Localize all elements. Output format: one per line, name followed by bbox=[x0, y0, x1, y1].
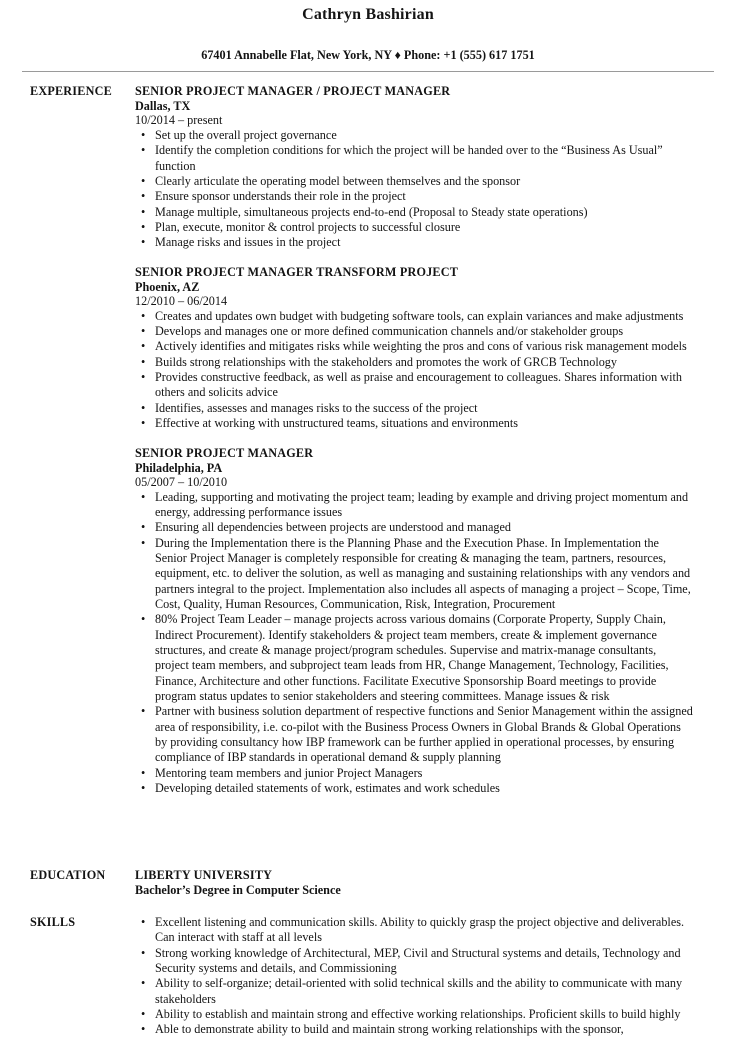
job-location: Dallas, TX bbox=[135, 99, 191, 113]
contact-line: 67401 Annabelle Flat, New York, NY ♦ Phone: +1 (555) 617 1751 bbox=[201, 48, 535, 62]
skills-list bbox=[135, 915, 695, 1038]
school-name: LIBERTY UNIVERSITY bbox=[135, 868, 273, 882]
bullet-item: • Actively identifies and mitigates risks while weighting the pros and cons of various risk management models bbox=[135, 339, 693, 354]
job-location: Philadelphia, PA bbox=[135, 460, 223, 475]
skill-item: • Ability to establish and maintain strong and effective working relationships. Proficient skills to build highly bbox=[135, 1007, 693, 1022]
skill-item: • Strong working knowledge of Architectural, MEP, Civil and Structural systems and details, Technology and Security systems and details, and Commissioning bbox=[135, 946, 693, 977]
bullet-item: • Manage multiple, simultaneous projects end-to-end (Proposal to Steady state operations) bbox=[135, 205, 693, 220]
bullet-item: • Mentoring team members and junior Project Managers bbox=[135, 766, 693, 781]
skill-item: • Excellent listening and communication skills. Ability to quickly grasp the project objective and deliverables. Can interact with staff at all levels bbox=[135, 915, 693, 946]
job-entry bbox=[135, 84, 695, 251]
skills-bullet-list bbox=[135, 915, 695, 1038]
bullet-item: • Plan, execute, monitor & control projects to successful closure bbox=[135, 220, 693, 235]
bullet-item: • During the Implementation there is the Planning Phase and the Execution Phase. In Implementation the Senior Project Manager is completely responsible for creating & managing the team, partners, resources, equipment, etc. to deliver the solution, as well as managing and sustaining relationships with any vendors and partners integral to the project. Implementation also includes all aspects of managing a project – Scope, Time, Cost, Quality, Human Resources, Communication, Risk, Integration, Procurement bbox=[135, 536, 693, 613]
job-entry bbox=[135, 265, 695, 432]
section-label-experience: EXPERIENCE bbox=[30, 84, 112, 98]
skill-item: • Able to demonstrate ability to build and maintain strong working relationships with the sponsor, bbox=[135, 1022, 693, 1037]
skill-item: • Ability to self-organize; detail-oriented with solid technical skills and the ability to communicate with many stakeholders bbox=[135, 976, 693, 1007]
bullet-item: • Develops and manages one or more defined communication channels and/or stakeholder groups bbox=[135, 324, 693, 339]
bullet-item: • Creates and updates own budget with budgeting software tools, can explain variances and make adjustments bbox=[135, 309, 693, 324]
bullet-item: • Ensure sponsor understands their role in the project bbox=[135, 189, 693, 204]
job-title: SENIOR PROJECT MANAGER bbox=[135, 445, 314, 460]
bullet-item: • Developing detailed statements of work, estimates and work schedules bbox=[135, 781, 693, 796]
job-entry bbox=[135, 446, 695, 797]
section-label-education: EDUCATION bbox=[30, 868, 106, 882]
bullet-item: • Leading, supporting and motivating the project team; leading by example and driving project momentum and energy, addressing performance issues bbox=[135, 490, 693, 521]
header-divider bbox=[22, 71, 714, 72]
bullet-item: • Set up the overall project governance bbox=[135, 128, 693, 143]
bullet-item: • Clearly articulate the operating model between themselves and the sponsor bbox=[135, 174, 693, 189]
job-bullet-list bbox=[135, 490, 695, 797]
job-bullet-list bbox=[135, 309, 695, 432]
bullet-item: • Provides constructive feedback, as well as praise and encouragement to colleagues. Shares information with others and solicits advice bbox=[135, 370, 693, 401]
bullet-item: • 80% Project Team Leader – manage projects across various domains (Corporate Property, Supply Chain, Indirect Procurement). Identify stakeholders & project team members, create & implement governance structures, and create & manage project/program schedules. Supervise and matrix-manage consultants, project team members, and subproject team leads from HR, Change Management, Technology, Facilities, Finance, Architecture and other functions. Facilitate Executive Sponsorship Board meetings to provide program status updates to senior stakeholders and steering committees. Manage issues & risk bbox=[135, 612, 693, 704]
job-dates: 12/2010 – 06/2014 bbox=[135, 293, 228, 308]
job-title: SENIOR PROJECT MANAGER TRANSFORM PROJECT bbox=[135, 264, 459, 279]
job-title: SENIOR PROJECT MANAGER / PROJECT MANAGER bbox=[135, 84, 451, 98]
bullet-item: • Partner with business solution department of respective functions and Senior Management within the assigned area of responsibility, i.e. co-pilot with the Business Process Owners in Global Brands & Global Operations by providing consultancy how IBP framework can be further applied in operational processes, by ensuring compliance of IBP standards in operational demand & supply planning bbox=[135, 704, 693, 765]
education-entry bbox=[135, 868, 695, 898]
bullet-item: • Builds strong relationships with the stakeholders and promotes the work of GRCB Technology bbox=[135, 355, 693, 370]
job-location: Phoenix, AZ bbox=[135, 279, 200, 294]
section-label-skills: SKILLS bbox=[30, 915, 76, 929]
bullet-item: • Identify the completion conditions for which the project will be handed over to the “Business As Usual” function bbox=[135, 143, 693, 174]
candidate-name: Cathryn Bashirian bbox=[302, 6, 434, 23]
job-bullet-list bbox=[135, 128, 695, 251]
job-dates: 10/2014 – present bbox=[135, 113, 223, 127]
degree-name: Bachelor’s Degree in Computer Science bbox=[135, 883, 341, 897]
bullet-item: • Effective at working with unstructured teams, situations and environments bbox=[135, 416, 693, 431]
bullet-item: • Manage risks and issues in the project bbox=[135, 235, 693, 250]
bullet-item: • Identifies, assesses and manages risks to the success of the project bbox=[135, 401, 693, 416]
experience-list bbox=[135, 84, 695, 810]
job-dates: 05/2007 – 10/2010 bbox=[135, 474, 228, 489]
bullet-item: • Ensuring all dependencies between projects are understood and managed bbox=[135, 520, 693, 535]
